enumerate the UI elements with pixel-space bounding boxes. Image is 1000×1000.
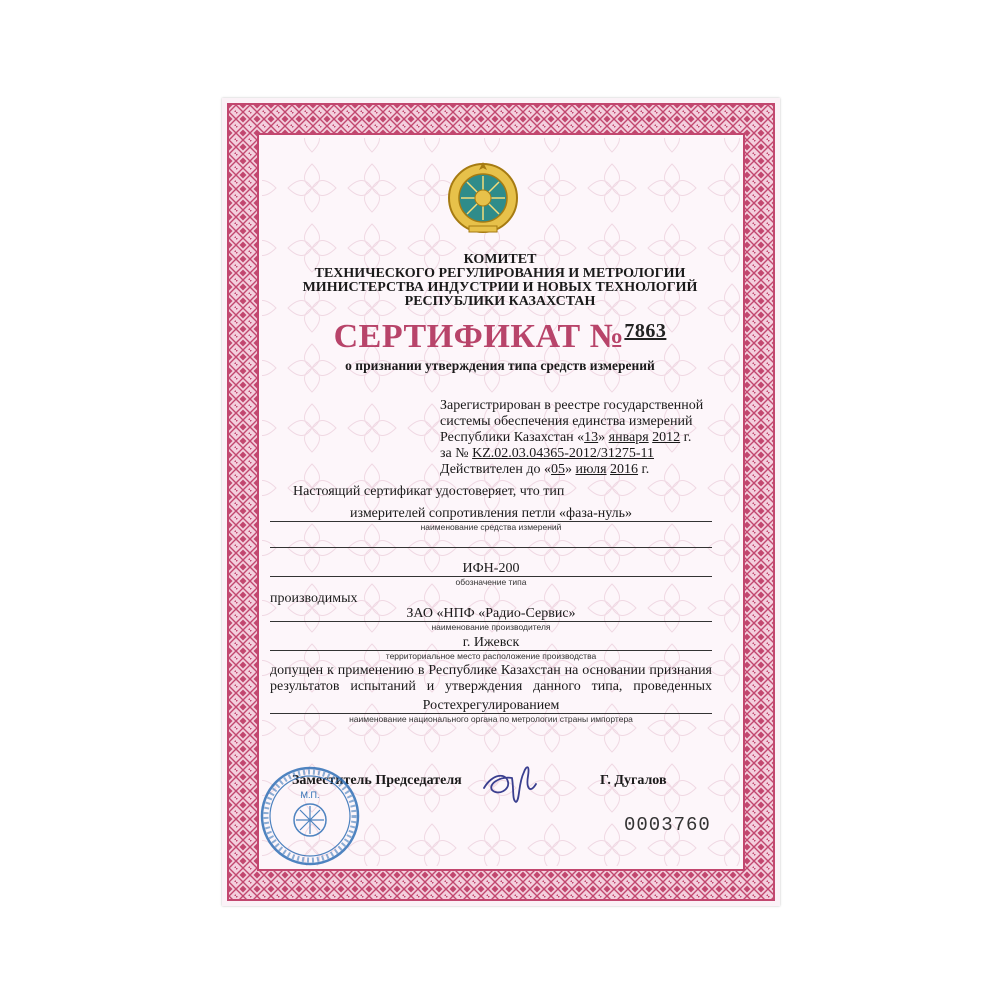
registration-line-2: системы обеспечения единства измерений: [440, 414, 693, 429]
validity-month: июля: [575, 462, 607, 477]
registration-line-4: [440, 446, 654, 462]
registration-line-3-prefix: Республики Казахстан «: [440, 430, 585, 445]
national-body: Ростехрегулированием: [422, 698, 560, 713]
registration-year-suffix: г.: [683, 430, 692, 445]
stamp-label: М.П.: [300, 790, 320, 800]
blank-line: [270, 547, 712, 548]
signatory-name: Г. Дугалов: [600, 773, 667, 788]
certificate-title: [0, 318, 1000, 356]
type-designation: ИФН-200: [462, 561, 520, 576]
registration-number-prefix: за №: [440, 446, 469, 461]
instrument-name: измерителей сопротивления петли «фаза-нуль»: [350, 506, 632, 521]
produced-label: производимых: [270, 591, 358, 606]
admitted-line-1: допущен к применению в Республике Казахстан на основании признания: [270, 663, 712, 678]
production-location: г. Ижевск: [462, 635, 520, 650]
registration-line-3: Республики Казахстан «13» января 2012 г.: [440, 430, 692, 445]
registration-day: 13: [584, 430, 599, 445]
certificate-number: 7863: [624, 320, 667, 342]
manufacturer-name: ЗАО «НПФ «Радио-Сервис»: [406, 606, 576, 621]
instrument-caption: наименование средства измерений: [420, 522, 562, 532]
signatory-position: Заместитель Председателя: [292, 773, 462, 788]
validity-day: 05: [551, 462, 566, 477]
validity-year-suffix: г.: [641, 462, 650, 477]
location-caption: территориальное место расположение производства: [385, 651, 597, 661]
registration-line-5: Действителен до «05» июля 2016 г.: [440, 462, 650, 477]
header-line-3: МИНИСТЕРСТВА ИНДУСТРИИ И НОВЫХ ТЕХНОЛОГИЙ: [302, 280, 698, 295]
header-line-2: ТЕХНИЧЕСКОГО РЕГУЛИРОВАНИЯ И МЕТРОЛОГИИ: [314, 266, 686, 281]
registration-line-1: Зарегистрирован в реестре государственной: [440, 398, 704, 413]
validity-prefix: Действителен до «: [440, 462, 552, 477]
admitted-line-2: результатов испытаний и утверждения данного типа, проведенных: [270, 679, 712, 694]
registration-number: KZ.02.03.04365-2012/31275-11: [472, 446, 654, 461]
type-caption: обозначение типа: [455, 577, 527, 587]
validity-year: 2016: [610, 462, 639, 477]
header-line-1: КОМИТЕТ: [463, 252, 537, 267]
manufacturer-caption: наименование производителя: [431, 622, 551, 632]
registration-month: января: [608, 430, 649, 445]
official-stamp-seal: [258, 764, 362, 868]
handwritten-signature: [478, 754, 548, 810]
registration-year: 2012: [652, 430, 681, 445]
certificate-subtitle: о признании утверждения типа средств измерений: [345, 358, 655, 373]
serial-number: 0003760: [624, 814, 711, 836]
national-body-caption: наименование национального органа по метрологии страны импортера: [349, 714, 633, 724]
certificate-title-text: СЕРТИФИКАТ №: [333, 318, 625, 355]
state-emblem-icon: [443, 158, 523, 238]
intro-text: Настоящий сертификат удостоверяет, что тип: [293, 484, 565, 499]
header-line-4: РЕСПУБЛИКИ КАЗАХСТАН: [404, 294, 596, 309]
